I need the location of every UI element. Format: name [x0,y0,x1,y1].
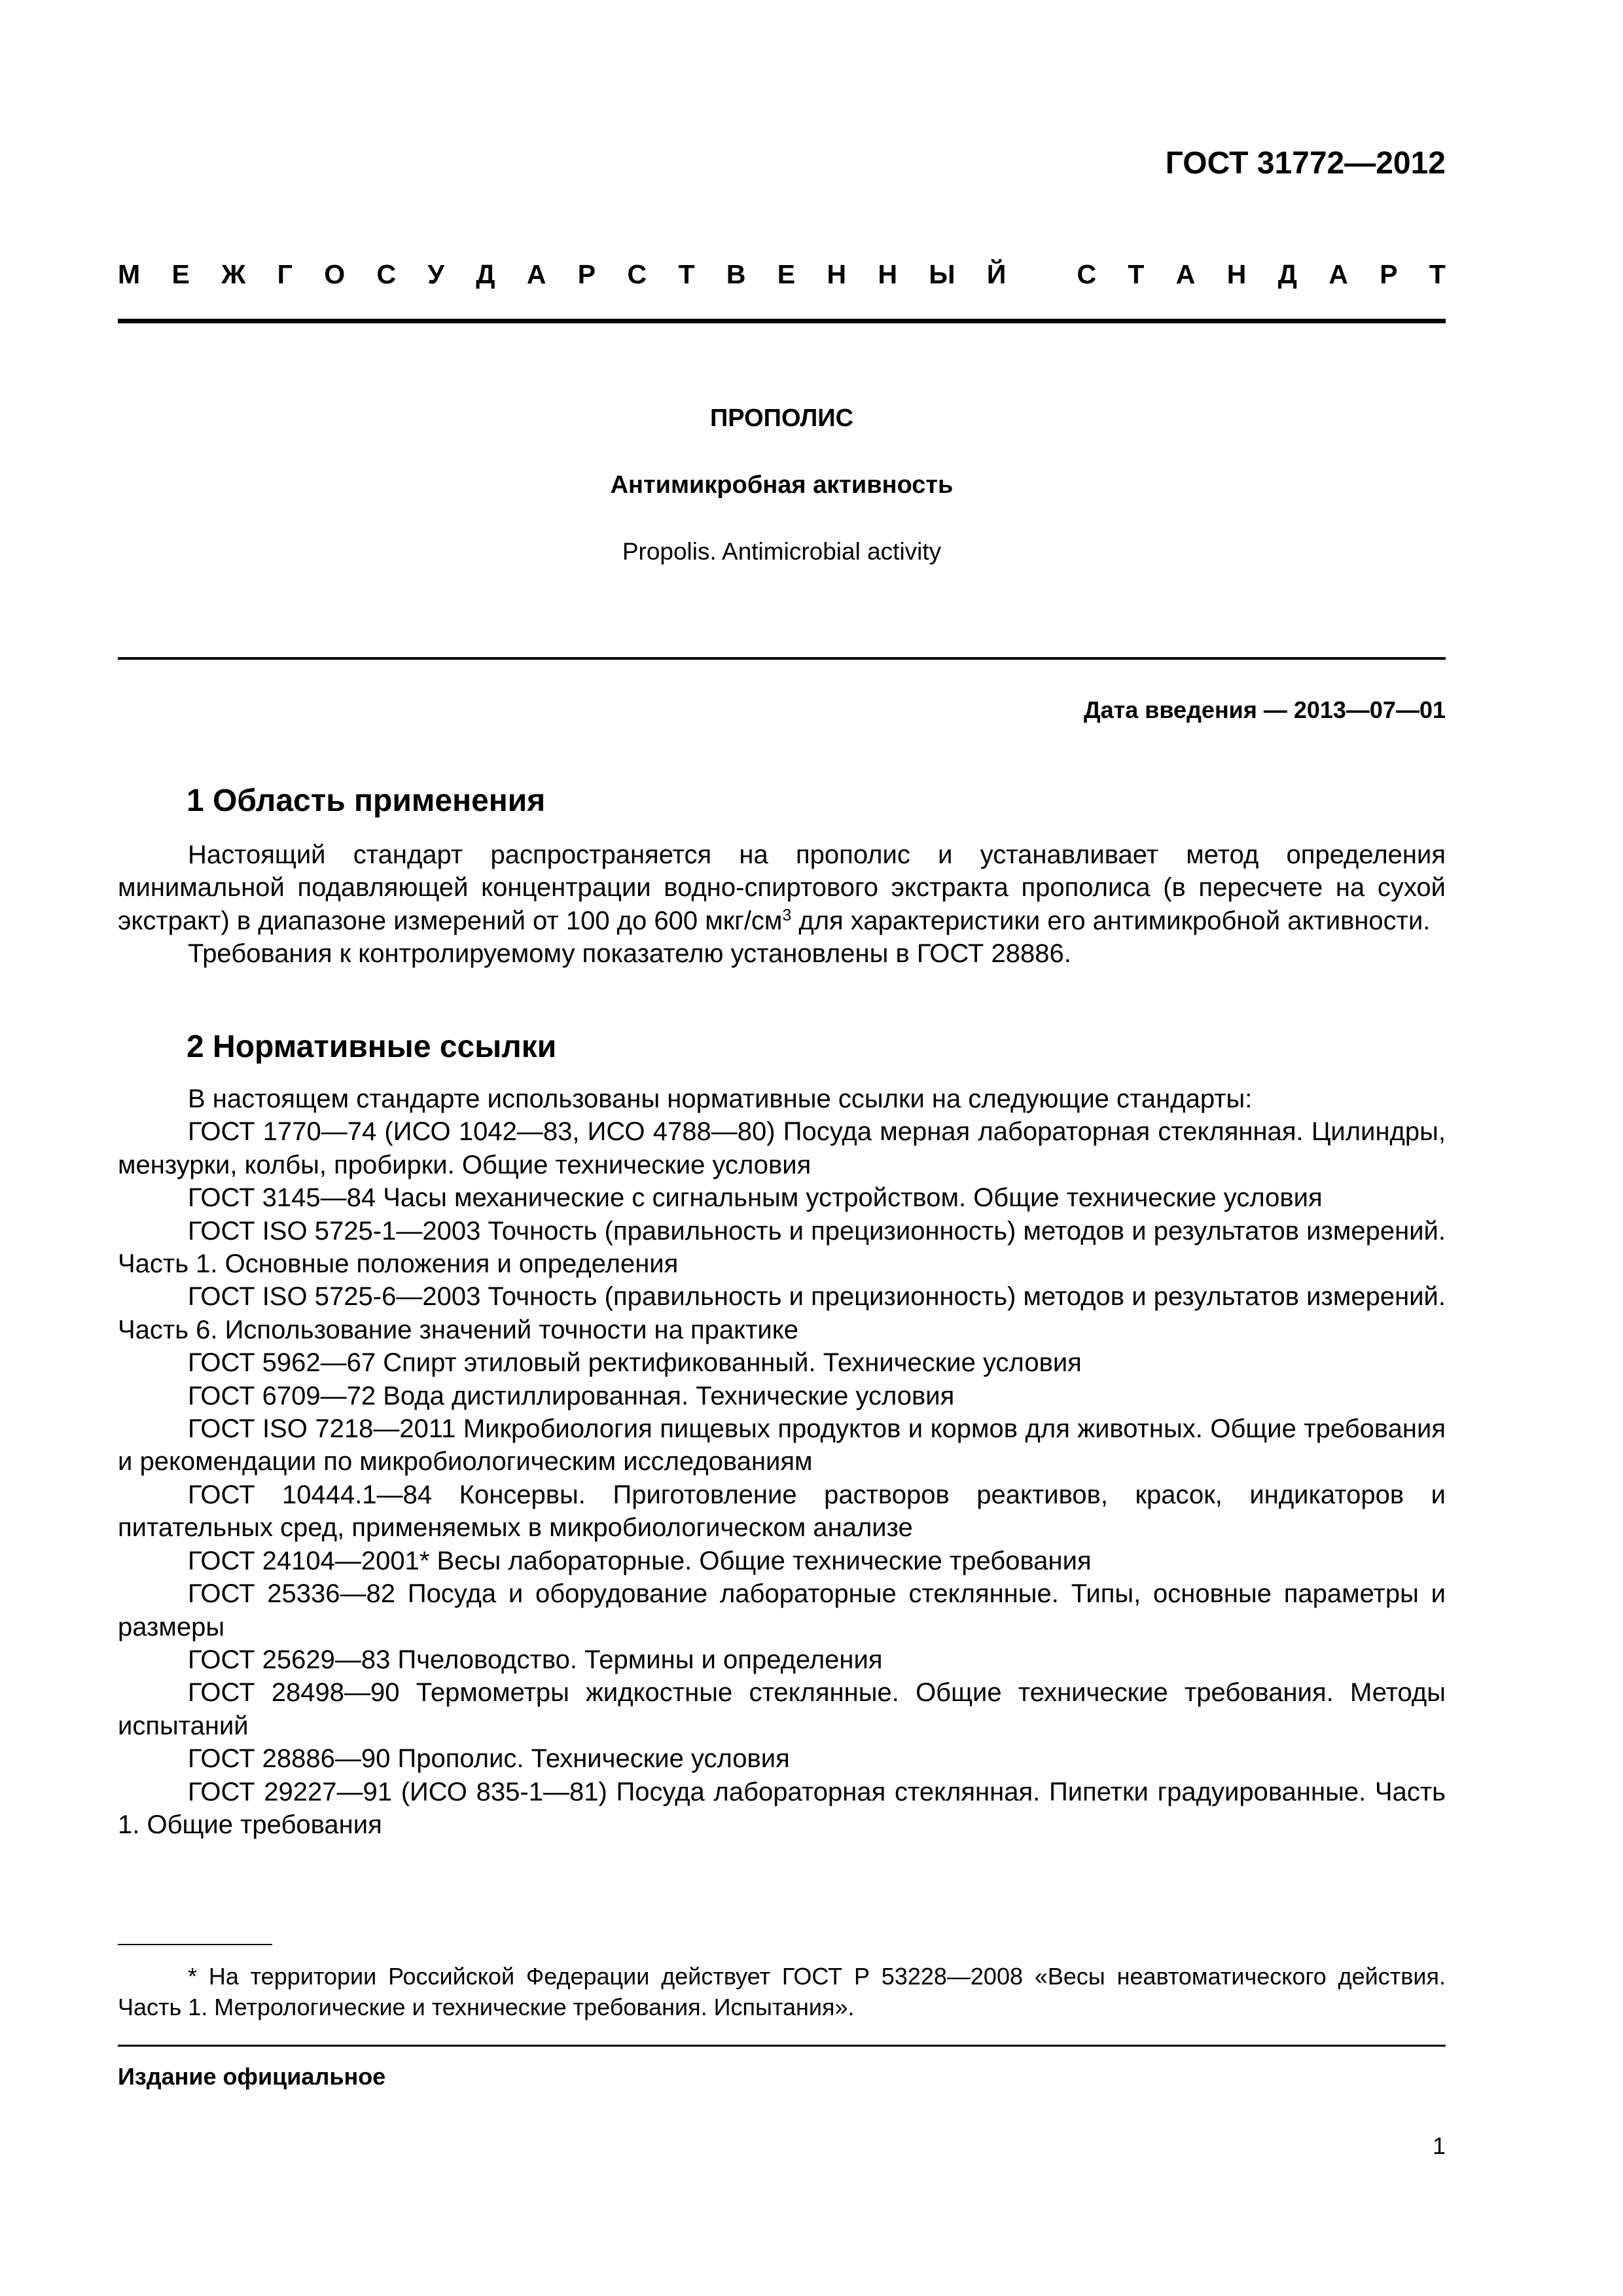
standard-type-letter: У [427,259,444,289]
document-title: ПРОПОЛИС [709,404,854,432]
introduction-date: Дата введения — 2013—07—01 [1083,696,1446,723]
title-rule [118,657,1446,660]
reference-item: ГОСТ ISO 5725-1—2003 Точность (правильность и прецизионность) методов и результатов измерений. Часть 1. Основные положения и определения [118,1216,1446,1279]
standard-type-letter: Ы [929,259,955,289]
reference-item: ГОСТ 5962—67 Спирт этиловый ректификованный. Технические условия [188,1348,1082,1378]
standard-type-letter: Е [171,259,190,289]
normative-references-list [118,1115,1446,1841]
section-1-body [118,838,1446,971]
standard-type-letter: Н [878,259,898,289]
standard-type-letter: Д [1277,259,1297,289]
edition-label: Издание официальное [118,2063,386,2090]
standard-type-letter: С [627,259,647,289]
header-rule [118,319,1446,323]
standard-type-letter: А [526,259,546,289]
reference-item: ГОСТ 28886—90 Прополис. Технические условия [188,1744,790,1774]
standard-type-letter: Н [1226,259,1247,289]
reference-item: ГОСТ 25629—83 Пчеловодство. Термины и определения [188,1645,883,1674]
standard-type-letter: Т [1128,259,1145,289]
standard-type-letter: Т [1429,259,1446,289]
standard-type-letter: Ж [221,259,246,289]
reference-item: ГОСТ 6709—72 Вода дистиллированная. Технические условия [188,1381,955,1410]
standard-type-letter: В [726,259,746,289]
reference-item: ГОСТ 3145—84 Часы механические с сигнальным устройством. Общие технические условия [188,1183,1323,1213]
standard-type-letter: С [1077,259,1097,289]
section-2-intro: В настоящем стандарте использованы нормативные ссылки на следующие стандарты: [188,1085,1253,1113]
section-2-heading: 2 Нормативные ссылки [187,1030,557,1064]
standard-type-letter: Р [577,259,596,289]
footer-rule [118,2045,1446,2047]
reference-item: ГОСТ 24104—2001* Весы лабораторные. Общие технические требования [188,1546,1092,1575]
footnote: * На территории Российской Федерации действует ГОСТ Р 53228—2008 «Весы неавтоматического действия. Часть 1. Метрологические и технические требования. Испытания». [118,1963,1446,2020]
standard-type-letter: Е [777,259,796,289]
standard-type-letter: Т [678,259,695,289]
reference-item: ГОСТ ISO 7218—2011 Микробиология пищевых продуктов и кормов для животных. Общие требования и рекомендации по микробиологическим исследованиям [118,1414,1446,1477]
reference-item: ГОСТ 25336—82 Посуда и оборудование лабораторные стеклянные. Типы, основные параметры и размеры [118,1579,1446,1641]
standard-type-letter: Р [1380,259,1398,289]
section-1-heading: 1 Область применения [187,783,546,818]
document-number: ГОСТ 31772—2012 [1165,146,1446,181]
standard-type-letter: Й [986,259,1007,289]
footnote-separator [118,1944,272,1945]
section-1-paragraph-2: Требования к контролируемому показателю установлены в ГОСТ 28886. [188,939,1071,969]
standard-type-letter: М [118,259,141,289]
standard-type-heading [118,259,1446,290]
reference-item: ГОСТ 1770—74 (ИСО 1042—83, ИСО 4788—80) Посуда мерная лабораторная стеклянная. Цилиндры, мензурки, колбы, пробирки. Общие технические условия [118,1117,1446,1179]
section-1-paragraph-1: Настоящий стандарт распространяется на прополис и устанавливает метод определения минимальной подавляющей концентрации водно-спиртового экстракта прополиса (в пересчете на сухой экстракт) в диапазоне измерений от 100 до 600 мкг/$см^3$ для характеристики его антимикробной активности. [118,840,1446,935]
standard-type-letter: Д [476,259,495,289]
page-number: 1 [1432,2132,1446,2159]
reference-item: ГОСТ 29227—91 (ИСО 835-1—81) Посуда лабораторная стеклянная. Пипетки градуированные. Часть 1. Общие требования [118,1777,1446,1839]
standard-type-letter: С [376,259,397,289]
standard-type-letter: Г [277,259,293,289]
reference-item: ГОСТ 10444.1—84 Консервы. Приготовление растворов реактивов, красок, индикаторов и питательных сред, применяемых в микробиологическом анализе [118,1480,1446,1543]
standard-type-letter: А [1329,259,1348,289]
standard-type-letter [1038,259,1045,290]
document-subtitle: Антимикробная активность [610,471,954,499]
section-2-body [118,1083,1446,1841]
standard-type-letter: О [324,259,346,289]
reference-item: ГОСТ ISO 5725-6—2003 Точность (правильность и прецизионность) методов и результатов измерений. Часть 6. Использование значений точности на практике [118,1282,1446,1344]
reference-item: ГОСТ 28498—90 Термометры жидкостные стеклянные. Общие технические требования. Методы испытаний [118,1678,1446,1740]
standard-type-letter: Н [827,259,847,289]
document-title-english: Propolis. Antimicrobial activity [622,538,942,565]
standard-type-letter: А [1175,259,1196,289]
